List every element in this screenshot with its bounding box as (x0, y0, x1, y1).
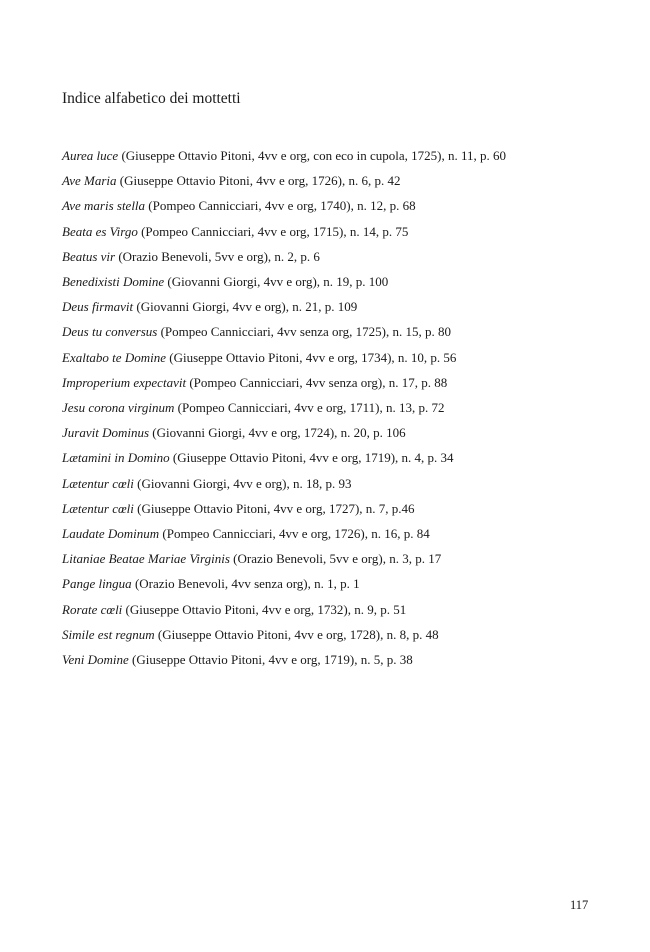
index-entry (62, 294, 632, 319)
entry-details: (Pompeo Cannicciari, 4vv e org, 1715), n. 14, p. 75 (137, 223, 409, 239)
entry-incipit: Jesu corona virginum (62, 400, 175, 416)
entry-incipit: Improperium expectavit (62, 374, 187, 390)
entry-incipit: Lætamini in Domino (62, 450, 170, 466)
index-entry (62, 143, 632, 168)
index-entry (62, 445, 632, 470)
entry-incipit: Exaltabo te Domine (62, 349, 166, 365)
index-entry (62, 622, 632, 647)
index-entry (62, 471, 632, 496)
index-entry (62, 496, 632, 521)
entry-incipit: Deus firmavit (62, 299, 134, 315)
entry-incipit: Juravit Dominus (62, 425, 150, 441)
entry-details: (Orazio Benevoli, 4vv senza org), n. 1, p. 1 (131, 576, 360, 592)
entry-details: (Pompeo Cannicciari, 4vv e org, 1726), n. 16, p. 84 (159, 526, 430, 542)
index-entry (62, 647, 632, 672)
entry-details: (Giuseppe Ottavio Pitoni, 4vv e org, 1734), n. 10, p. 56 (165, 349, 457, 365)
entry-details: (Giuseppe Ottavio Pitoni, 4vv e org, 1726), n. 6, p. 42 (116, 173, 401, 189)
entry-details: (Pompeo Cannicciari, 4vv senza org, 1725), n. 15, p. 80 (157, 324, 451, 340)
entry-incipit: Laudate Dominum (62, 526, 160, 542)
index-entry (62, 546, 632, 571)
index-entry (62, 269, 632, 294)
entry-details: (Giuseppe Ottavio Pitoni, 4vv e org, 1732), n. 9, p. 51 (122, 601, 407, 617)
index-entry (62, 219, 632, 244)
entry-details: (Giuseppe Ottavio Pitoni, 4vv e org, 1719), n. 5, p. 38 (128, 652, 413, 668)
index-entry (62, 370, 632, 395)
entry-details: (Pompeo Cannicciari, 4vv e org, 1711), n. 13, p. 72 (174, 400, 445, 416)
index-entry (62, 244, 632, 269)
motet-index-list (62, 143, 632, 672)
entry-details: (Orazio Benevoli, 5vv e org), n. 3, p. 17 (229, 551, 442, 567)
entry-incipit: Aurea luce (62, 148, 119, 163)
index-entry (62, 420, 632, 445)
entry-incipit: Lætentur cœli (62, 475, 134, 491)
index-entry (62, 319, 632, 344)
entry-incipit: Beatus vir (62, 248, 116, 264)
entry-incipit: Benedixisti Domine (62, 274, 165, 290)
entry-details: (Giovanni Giorgi, 4vv e org), n. 21, p. 109 (133, 299, 358, 315)
entry-details: (Orazio Benevoli, 5vv e org), n. 2, p. 6 (115, 248, 320, 264)
entry-details: (Giuseppe Ottavio Pitoni, 4vv e org, 1727), n. 7, p.46 (133, 500, 415, 516)
entry-details: (Pompeo Cannicciari, 4vv e org, 1740), n. 12, p. 68 (145, 198, 416, 214)
entry-details: (Giuseppe Ottavio Pitoni, 4vv e org, 1728), n. 8, p. 48 (154, 626, 439, 642)
entry-incipit: Ave Maria (62, 173, 117, 189)
page-number: 117 (570, 898, 589, 912)
entry-incipit: Ave maris stella (62, 198, 146, 214)
entry-incipit: Simile est regnum (62, 626, 155, 642)
entry-incipit: Pange lingua (62, 576, 132, 592)
entry-details: (Giovanni Giorgi, 4vv e org), n. 18, p. 93 (133, 475, 352, 491)
entry-incipit: Rorate cœli (62, 601, 123, 617)
index-entry (62, 193, 632, 218)
entry-incipit: Lætentur cœli (62, 500, 134, 516)
index-entry (62, 345, 632, 370)
entry-details: (Giovanni Giorgi, 4vv e org, 1724), n. 20, p. 106 (149, 425, 406, 441)
entry-details: (Giovanni Giorgi, 4vv e org), n. 19, p. 100 (164, 274, 389, 290)
entry-details: (Pompeo Cannicciari, 4vv senza org), n. 17, p. 88 (186, 374, 448, 390)
entry-incipit: Veni Domine (62, 652, 129, 668)
index-entry (62, 395, 632, 420)
index-entry (62, 168, 632, 193)
index-entry (62, 597, 632, 622)
page-title: Indice alfabetico dei mottetti (62, 90, 241, 107)
entry-details: (Giuseppe Ottavio Pitoni, 4vv e org, con eco in cupola, 1725), n. 11, p. 60 (118, 148, 506, 163)
entry-incipit: Deus tu conversus (62, 324, 158, 340)
index-entry (62, 521, 632, 546)
entry-incipit: Beata es Virgo (62, 223, 138, 239)
entry-incipit: Litaniae Beatae Mariae Virginis (62, 551, 230, 567)
entry-details: (Giuseppe Ottavio Pitoni, 4vv e org, 1719), n. 4, p. 34 (169, 450, 454, 466)
index-entry (62, 571, 632, 596)
